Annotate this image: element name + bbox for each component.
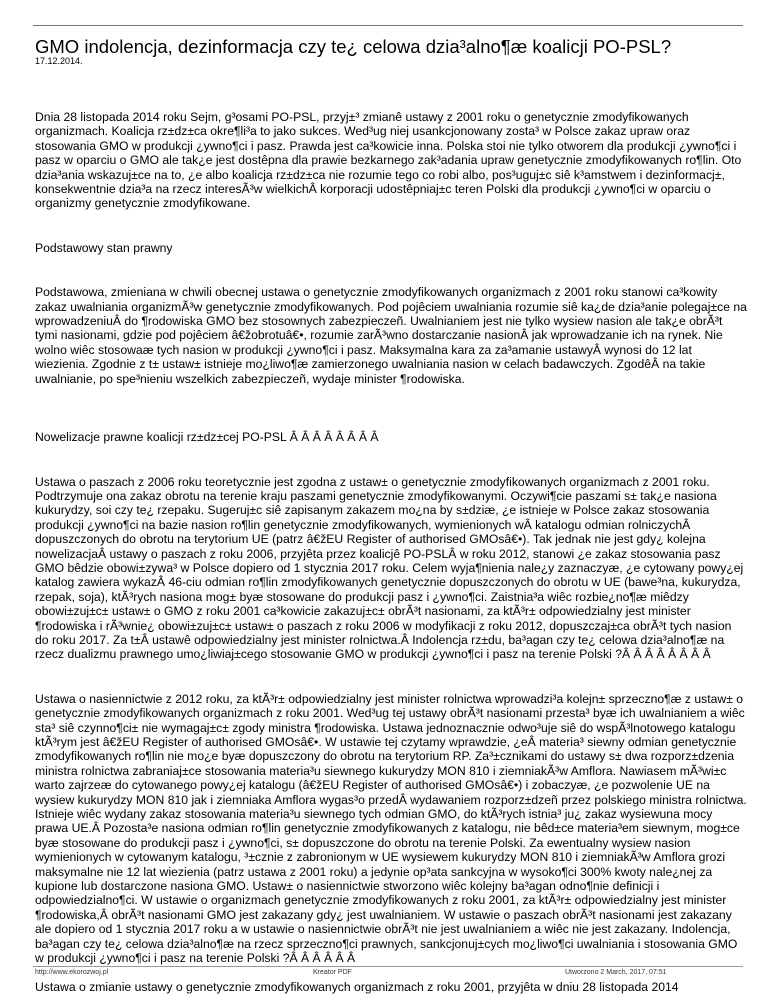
article-title: GMO indolencja, dezinformacja czy te¿ celowa dzia³alno¶æ koalicji PO-PSL?: [35, 36, 672, 57]
header-rule: [33, 25, 743, 26]
footer-rule: [33, 966, 743, 967]
footer-created: Utworzono 2 March, 2017, 07:51: [565, 969, 667, 976]
section-heading-legal-status: Podstawowy stan prawny: [35, 240, 173, 255]
section-heading-amendments: Nowelizacje prawne koalicji rz±dz±cej PO-PSL Â Â Â Â Â Â Â Â: [35, 430, 379, 445]
paragraph-intro: Dnia 28 listopada 2014 roku Sejm, g³osami PO-PSL, przyj±³ zmianê ustawy z 2001 roku o genetycznie zmodyfikowanych organizmach. Koalicja rz±dz±ca okre¶li³a to jako sukces. Wed³ug niej usankcjonowany zosta³ w Polsce zakaz upraw oraz stosowania GMO w produkcji ¿ywno¶ci i pasz. Prawda jest ca³kowicie inna. Polska stoi nie tylko otworem dla produkcji ¿ywno¶ci i pasz w oparciu o GMO ale tak¿e jest dostêpna dla prawie bezkarnego zak³adania upraw genetycznie zmodyfikowanych ro¶lin. Oto dzia³ania wskazuj±ce na to, ¿e albo koalicja rz±dz±ca nie rozumie tego co robi albo, pos³uguj±c siê k³amstwem i dezinformacj±, konsekwentnie dzia³a na rzecz interesÃ³w wielkichÂ korporacji udostêpniaj±c teren Polski dla produkcji ¿ywno¶ci w oparciu o organizmy genetycznie zmodyfikowane.: [35, 110, 742, 211]
paragraph-legal-status: Podstawowa, zmieniana w chwili obecnej ustawa o genetycznie zmodyfikowanych organizmach z 2001 roku stanowi ca³kowity zakaz uwalniania organizmÃ³w genetycznie zmodyfikowanych. Pod pojêciem uwalniania rozumie siê ka¿de dzia³anie polegaj±ce na wprowadzeniuÂ do ¶rodowiska GMO bez stosownych zabezpieczeñ. Uwalnianiem jest nie tylko wysiew nasion ale tak¿e obrÃ³t tymi nasionami, gdzie pod pojêciem â€žobrotuâ€•, rozumie zarÃ³wno dostarczanie nasionÂ jak wprowadzanie ich na rynek. Nie wolno wiêc stosowaæ tych nasion w produkcji ¿ywno¶ci i pasz. Maksymalna kara za za³amanie ustawyÂ wynosi do 12 lat wiezienia. Zgodnie z t± ustaw± istnieje mo¿liwo¶æ zamierzonego uwalniania nasion w celach badawczych. ZgodêÂ na takie uwalnianie, po spe³nieniu wszelkich zabezpieczeñ, wydaje minister ¶rodowiska.: [35, 285, 747, 386]
footer-url[interactable]: http://www.ekorozwoj.pl: [35, 969, 109, 976]
paragraph-amendment-act: Ustawa o zmianie ustawy o genetycznie zmodyfikowanych organizmach z roku 2001, przyjêta w dniu 28 listopada 2014: [35, 979, 679, 994]
paragraph-feed-act: Ustawa o paszach z 2006 roku teoretycznie jest zgodna z ustaw± o genetycznie zmodyfikowanych organizmach z 2001 roku. Podtrzymuje ona zakaz obrotu na terenie kraju paszami genetycznie zmodyfikowanymi. Oczywi¶cie paszami s± tak¿e nasiona kukurydzy, soi czy te¿ rzepaku. Sugeruj±c siê zapisanym zakazem mo¿na by s±dziæ, ¿e istnieje w Polsce zakaz stosowania produkcji ¿ywno¶ci na bazie nasion ro¶lin genetycznie zmodyfikowanych, wymienionych wÂ katalogu odmian rolniczychÂ dopuszczonych do obrotu na terytorium UE (patrz â€žEU Register of authorised GMOsâ€•). Tak jednak nie jest gdy¿ kolejna nowelizacjaÂ ustawy o paszach z roku 2006, przyjêta przez koalicjê PO-PSLÂ w roku 2012, stanowi ¿e zakaz stosowania pasz GMO bêdzie obowi±zywa³ w Polsce dopiero od 1 stycznia 2017 roku. Celem wyja¶nienia nale¿y zaznaczyæ, ¿e cytowany powy¿ej katalog zawiera wykazÂ 46-ciu odmian ro¶lin zmodyfikowanych genetycznie dopuszczonych do obrotu w UE (bawe³na, kukurydza, rzepak, soja), ktÃ³rych nasiona mog± byæ stosowane do produkcji pasz i ¿ywno¶ci. Zaistnia³a wiêc rozbie¿no¶æ miêdzy obowi±zuj±c± ustaw± o GMO z roku 2001 ca³kowicie zakazuj±c± obrÃ³t nasionami, za ktÃ³r± odpowiedzialny jest minister ¶rodowiska i rÃ³wnie¿ obowi±zuj±c± ustaw± o paszach z roku 2006 w modyfikacji z roku 2012, dopuszczaj±ca obrÃ³t tych nasion do roku 2017. Za t±Â ustawê odpowiedzialny jest minister rolnictwa.Â Indolencja rz±du, ba³agan czy te¿ celowa dzia³alno¶æ na rzecz dualizmu prawnego umo¿liwiaj±cego stosowanie GMO w produkcji ¿ywno¶ci i pasz na terenie Polski ?Â Â Â Â Â Â Â Â: [35, 474, 744, 662]
footer-generator: Kreator PDF: [313, 969, 352, 976]
paragraph-seed-act: Ustawa o nasiennictwie z 2012 roku, za ktÃ³r± odpowiedzialny jest minister rolnictwa wprowadzi³a kolejn± sprzeczno¶æ z ustaw± o genetycznie zmodyfikowanych organizmach z roku 2001. Wed³ug tej ustawy obrÃ³t nasionami przesta³ byæ ich uwalnianiem a wiêc sta³ siê czynno¶ci± nie wymagaj±c± zgody ministra ¶rodowiska. Ustawa jednoznacznie odwo³uje siê do wspÃ³lnotowego katalogu ktÃ³rym jest â€žEU Register of authorised GMOsâ€•. W ustawie tej czytamy wprawdzie, ¿eÂ materia³ siewny odmian genetycznie zmodyfikowanych ro¶lin nie mo¿e byæ dopuszczony do obrotu na terytorium RP. Za³±cznikami do ustawy s± dwa rozporz±dzenia ministra rolnictwa zabraniaj±ce stosowania materia³u siewnego kukurydzy MON 810 i ziemniakÃ³w Amflora. Nawiasem mÃ³wi±c warto zajrzeæ do cytowanego powy¿ej katalogu (â€žEU Register of authorised GMOsâ€•) i zobaczyæ, ¿e pozwolenie UE na wysiew kukurydzy MON 810 jak i ziemniaka Amflora wygas³o przedÂ wydawaniem rozporz±dzeñ przez polskiego ministra rolnictwa. Istnieje wiêc wydany zakaz stosowania materia³u siewnego tych odmian GMO, do ktÃ³rych istnia³ ju¿ zakaz wysiewuna mocy prawa UE.Â Pozosta³e nasiona odmian ro¶lin genetycznie zmodyfikowanych z katalogu, nie bêd±ce materia³em siewnym, mog±ce byæ stosowane do produkcji pasz i ¿ywno¶ci, s± dopuszczone do obrotu na terenie Polski. Za ewentualny wysiew nasion wymienionych w cytowanym katalogu, ³±cznie z zabronionym w UE wysiewem kukurydzy MON 810 i ziemniakÃ³w Amflora grozi maksymalne nie 12 lat wiezienia (patrz ustawa z 2001 roku) a jedynie op³ata sankcyjna w wysoko¶ci 300% kwoty nale¿nej za kupione lub dostarczone nasiona GMO. Ustaw± o nasiennictwie stworzono wiêc kolejny ba³agan odno¶nie definicji i odpowiedzialno¶ci. W ustawie o organizmach genetycznie zmodyfikowanych z roku 2001, za ktÃ³r± odpowiedzialny jest minister ¶rodowiska,Â obrÃ³t nasionami GMO jest zakazany gdy¿ jest uwalnianiem. W ustawie o paszach obrÃ³t nasionami jest zakazany ale dopiero od 1 stycznia 2017 roku a w ustawie o nasiennictwie obrÃ³t nie jest uwalnianiem a wiêc nie jest zakazany. Indolencja, ba³agan czy te¿ celowa dzia³alno¶æ na rzecz sprzeczno¶ci prawnych, sankcjonuj±cych mo¿liwo¶ci uwalniania i stosowania GMO w produkcji ¿ywno¶ci i pasz na terenie Polski ?Â Â Â Â Â Â: [35, 691, 747, 966]
article-body: [35, 110, 747, 1008]
article-date: 17.12.2014.: [35, 56, 83, 66]
